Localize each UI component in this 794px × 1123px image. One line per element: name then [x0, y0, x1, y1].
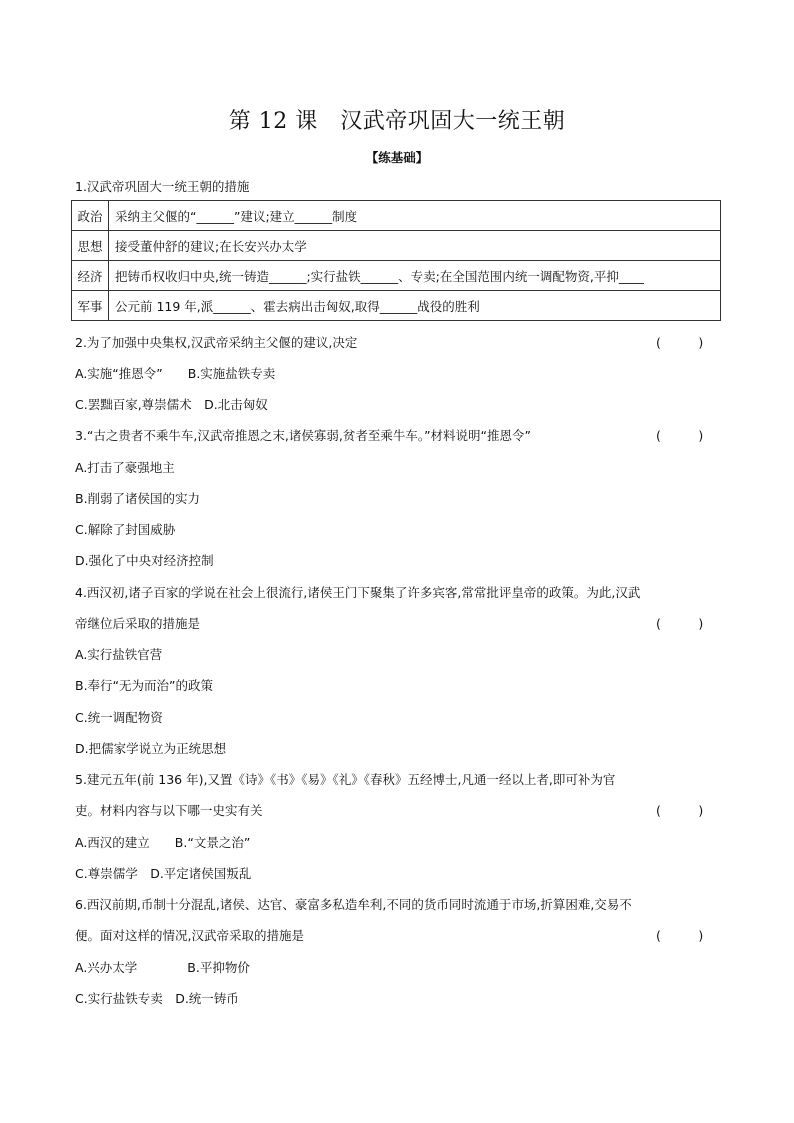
answer-parentheses: ( ) — [656, 616, 704, 631]
question-4-stem-line-1: 4.西汉初,诸子百家的学说在社会上很流行,诸侯王门下聚集了许多宾客,常常批评皇帝的政策。为此,汉武 — [75, 585, 641, 600]
answer-parentheses: ( ) — [656, 803, 704, 818]
answer-parentheses: ( ) — [656, 928, 704, 943]
question-4-option-d: D.把儒家学说立为正统思想 — [75, 741, 227, 756]
table-row — [72, 231, 721, 261]
question-5-options-row-2: C.尊崇儒学 D.平定诸侯国叛乱 — [75, 866, 252, 881]
answer-parentheses: ( ) — [656, 428, 704, 443]
question-6-options-row-1: A.兴办太学 B.平抑物价 — [75, 960, 250, 975]
question-5-options-row-1: A.西汉的建立 B.“文景之治” — [75, 835, 251, 850]
table-cell-content: 接受董仲舒的建议;在长安兴办太学 — [109, 231, 721, 261]
question-4-stem-line-2: 帝继位后采取的措施是 — [75, 616, 201, 631]
table-row — [72, 291, 721, 321]
question-1-stem: 1.汉武帝巩固大一统王朝的措施 — [75, 179, 250, 194]
question-4-option-a: A.实行盐铁官营 — [75, 647, 163, 662]
question-3-stem: 3.“古之贵者不乘牛车,汉武帝推恩之末,诸侯寡弱,贫者至乘牛车。”材料说明“推恩令” — [75, 428, 532, 443]
measures-table — [71, 200, 721, 321]
question-5-stem-line-2: 吏。材料内容与以下哪一史实有关 — [75, 803, 263, 818]
question-5-stem-line-1: 5.建元五年(前 136 年),又置《诗》《书》《易》《礼》《春秋》五经博士,凡通一经以上者,即可补为官 — [75, 772, 616, 787]
question-6-stem-line-2: 便。面对这样的情况,汉武帝采取的措施是 — [75, 928, 304, 943]
table-cell-category: 政治 — [72, 201, 109, 231]
question-4-option-b: B.奉行“无为而治”的政策 — [75, 678, 214, 693]
table-cell-content: 把铸币权收归中央,统一铸造______;实行盐铁______、专卖;在全国范围内统一调配物资,平抑____ — [109, 261, 721, 291]
table-cell-category: 思想 — [72, 231, 109, 261]
page-title: 第 12 课 汉武帝巩固大一统王朝 — [228, 109, 566, 134]
table-row — [72, 261, 721, 291]
question-3-option-d: D.强化了中央对经济控制 — [75, 553, 214, 568]
table-row — [72, 201, 721, 231]
answer-parentheses: ( ) — [656, 335, 704, 350]
table-cell-category: 经济 — [72, 261, 109, 291]
question-3-option-b: B.削弱了诸侯国的实力 — [75, 491, 201, 506]
question-6-options-row-2: C.实行盐铁专卖 D.统一铸币 — [75, 991, 239, 1006]
question-2-options-row-1: A.实施“推恩令” B.实施盐铁专卖 — [75, 366, 276, 381]
question-3-option-a: A.打击了豪强地主 — [75, 460, 175, 475]
question-2-stem: 2.为了加强中央集权,汉武帝采纳主父偃的建议,决定 — [75, 335, 358, 350]
question-6-stem-line-1: 6.西汉前期,币制十分混乱,诸侯、达官、豪富多私造牟利,不同的货币同时流通于市场,折算困难,交易不 — [75, 897, 632, 912]
question-3-option-c: C.解除了封国威胁 — [75, 522, 176, 537]
section-heading: 【练基础】 — [365, 150, 429, 165]
table-cell-content: 采纳主父偃的“______”建议;建立______制度 — [109, 201, 721, 231]
question-2-options-row-2: C.罢黜百家,尊崇儒术 D.北击匈奴 — [75, 397, 268, 412]
table-cell-content: 公元前 119 年,派______、霍去病出击匈奴,取得______战役的胜利 — [109, 291, 721, 321]
question-4-option-c: C.统一调配物资 — [75, 710, 163, 725]
table-cell-category: 军事 — [72, 291, 109, 321]
